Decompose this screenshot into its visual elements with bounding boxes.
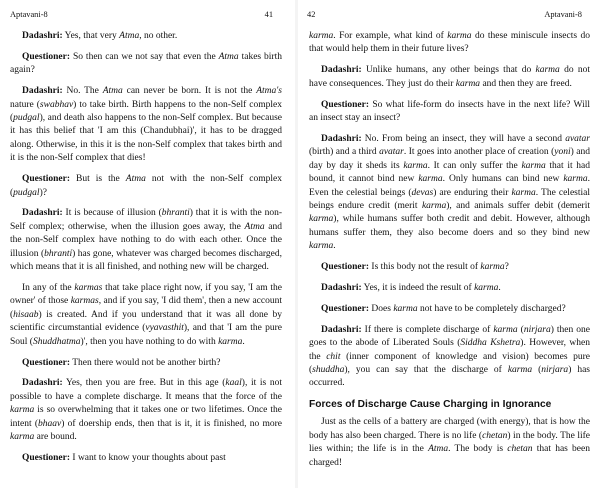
paragraph-text: ) that it is with the non-Self complex; otherwise, when the illusion goes away, the: [10, 208, 282, 232]
paragraph-text: Yes, it is indeed the result of: [361, 283, 475, 293]
paragraph-text: . Only humans can bind new: [442, 174, 564, 185]
italic-term: chetan: [482, 430, 508, 441]
paragraph-text: Just as the cells of a battery are charged (with energy), that is how the body has also been charged. There is no life (: [309, 417, 590, 441]
speaker-label: Dadashri:: [321, 324, 362, 335]
italic-term: karma: [511, 187, 536, 198]
italic-term: Shuddhatma: [32, 336, 81, 347]
paragraph-text: is so overwhelming that it takes one or two lifetimes. Once the intent (: [10, 405, 282, 429]
left-page: [0, 0, 285, 488]
italic-term: yoni: [554, 147, 571, 158]
paragraph-text: that take place right now, if you say, 'I am the owner' of those: [10, 283, 282, 307]
italic-term: karma: [447, 31, 472, 41]
paragraph-text: ) has gone, whatever was charged becomes discharged, which means that it is all finished, and nothing new will be charged.: [10, 248, 282, 273]
paragraph: [309, 30, 590, 57]
italic-term: karmas: [74, 283, 103, 293]
italic-term: Atma: [119, 31, 140, 41]
paragraph-text: that has been charged!: [309, 444, 590, 468]
italic-term: karma: [493, 324, 518, 335]
paragraph-text: (birth) and a third: [309, 147, 380, 158]
paragraph-text: It is because of illusion (: [62, 208, 162, 219]
italic-term: pudgal: [13, 113, 40, 124]
italic-term: avatar: [379, 147, 404, 158]
paragraph-text: , no other.: [139, 31, 178, 41]
italic-term: shuddha: [312, 365, 345, 376]
right-page: [307, 0, 592, 488]
paragraph-text: . Even the celestial beings (: [309, 174, 590, 198]
paragraph: [10, 377, 282, 444]
speaker-label: Questioner:: [22, 51, 71, 62]
paragraph-text: ?: [504, 262, 509, 273]
italic-term: karma: [393, 303, 418, 314]
paragraph-text: If there is complete discharge of: [361, 324, 494, 335]
paragraph-text: ) to take birth. Birth happens to the non-Self complex (: [10, 99, 282, 124]
paragraph: [10, 357, 282, 370]
italic-term: karma: [309, 31, 334, 41]
page-header: [307, 8, 592, 22]
speaker-label: Dadashri:: [22, 31, 63, 41]
paragraph-text: No. From being an insect, they will have a second: [361, 133, 566, 144]
paragraph-text: .: [498, 283, 501, 293]
paragraph-text: . It goes into another place of creation (: [403, 147, 555, 158]
paragraph-text: ) is created. And if you understand that it was all done by scientific circumstantial evidence (: [10, 309, 282, 334]
paragraph-text: ), and animals suffer debit (demerit: [446, 200, 590, 211]
italic-term: devas: [411, 187, 434, 198]
paragraph-text: . For example, what kind of: [333, 31, 448, 41]
paragraph: [309, 282, 590, 295]
paragraph-text: Then there would not be another birth?: [70, 357, 221, 368]
running-title: Aptavani-8: [10, 10, 48, 19]
paragraph-text: ), while humans suffer both credit and debit. However, although humans suffer them, they also become doers and so they bind new: [309, 214, 590, 238]
paragraph-text: ) and day by day it sheds its: [309, 147, 590, 171]
paragraph-text: do these miniscule insects do that would help them in their future lives?: [309, 31, 590, 55]
italic-term: chetan: [507, 444, 533, 455]
paragraph-text: takes birth again?: [10, 51, 282, 76]
italic-term: karma: [535, 65, 560, 76]
speaker-label: Dadashri:: [22, 208, 63, 219]
italic-term: karma: [309, 241, 334, 252]
paragraph-text: . The celestial beings endure credit (merit: [309, 187, 590, 211]
paragraph: [10, 173, 282, 200]
speaker-label: Dadashri:: [22, 86, 63, 97]
paragraph-text: ) in the body. The life lies within; the life is in the: [309, 430, 590, 455]
paragraph-text: ), it is not possible to have a complete discharge. It means that the force of the: [10, 378, 282, 402]
italic-term: bhaav: [38, 418, 62, 429]
italic-term: pudgal: [13, 187, 40, 198]
paragraph-text: So what life-form do insects have in the next life? Will an insect stay an insect?: [309, 99, 590, 124]
paragraph: [309, 99, 590, 126]
running-title: Aptavani-8: [544, 10, 582, 19]
paragraph-text: nature (: [10, 99, 40, 110]
paragraph-text: (inner component of knowledge and vision) becomes pure (: [309, 351, 591, 376]
paragraph-text: ) then one goes to the abode of Liberated Souls (: [309, 324, 591, 349]
italic-term: chit: [326, 351, 341, 362]
italic-term: karmas: [70, 296, 99, 307]
italic-term: swabhav: [39, 99, 74, 110]
italic-term: karma: [10, 405, 35, 416]
paragraph-text: not have to be completely discharged?: [417, 303, 566, 314]
paragraph: [10, 85, 282, 165]
italic-term: Atma: [428, 444, 449, 455]
paragraph: [309, 303, 590, 316]
italic-term: karma: [521, 160, 546, 171]
section-heading: Forces of Discharge Cause Charging in Ignorance: [309, 399, 552, 411]
italic-term: hisaab: [13, 309, 39, 320]
paragraph: [10, 452, 282, 465]
paragraph-text: In any of the: [22, 283, 75, 293]
paragraph: [309, 261, 590, 274]
paragraph: [309, 324, 590, 391]
italic-term: avatar: [565, 133, 590, 144]
paragraph-text: Unlike humans, any other beings that do: [361, 65, 536, 76]
paragraph-text: that it had bound, it cannot bind new: [309, 160, 590, 185]
italic-term: nirjara: [541, 365, 569, 376]
paragraph: [10, 51, 282, 78]
speaker-label: Questioner:: [22, 452, 71, 463]
paragraph-text: ), and death also happens to the non-Self complex. But because it has this belief that 'I am this (Chandubhai)', it has to be dragged along. Otherwise, in this it is the non-Self complex that takes birth and it is the non-Self complex that dies!: [10, 113, 282, 164]
italic-term: vyavasthit: [145, 323, 184, 334]
italic-term: kaal: [225, 378, 242, 389]
speaker-label: Dadashri:: [321, 283, 362, 293]
italic-term: karma: [421, 200, 447, 211]
paragraph-text: But is the: [70, 174, 126, 185]
italic-term: karma: [309, 214, 334, 225]
paragraph-text: Yes, that very: [62, 31, 120, 41]
paragraph-text: ), and that 'I am the pure Soul (: [10, 323, 282, 347]
italic-term: karma: [480, 262, 505, 273]
italic-term: karma: [507, 365, 533, 376]
paragraph-text: )', then you have nothing to do with: [80, 336, 219, 347]
paragraph-text: I want to know your thoughts about past: [70, 452, 226, 463]
speaker-label: Questioner:: [321, 99, 370, 110]
paragraph-text: not with the non-Self complex (: [10, 174, 282, 198]
italic-term: karma: [403, 160, 428, 171]
paragraph-text: )?: [39, 187, 47, 198]
speaker-label: Questioner:: [22, 174, 71, 185]
paragraph-text: ), you can say that the discharge of: [344, 365, 508, 376]
italic-term: Atma: [244, 221, 265, 232]
paragraph-text: do not have consequences. They just do their: [309, 65, 590, 89]
paragraph-text: ) has occurred.: [309, 365, 590, 389]
italic-term: Atma's: [256, 86, 282, 97]
paragraph-text: ) are enduring their: [433, 187, 512, 198]
italic-term: Atma: [102, 86, 123, 97]
paragraph-text: .: [242, 336, 245, 347]
paragraph-text: are bound.: [34, 432, 77, 443]
italic-term: Siddha Kshetra: [460, 338, 521, 349]
paragraph-text: ). However, when the: [309, 338, 591, 362]
paragraph-text: No. The: [62, 86, 103, 97]
speaker-label: Dadashri:: [22, 378, 63, 389]
spine-gutter: [295, 0, 298, 488]
speaker-label: Questioner:: [321, 262, 370, 273]
paragraph-text: ) of doership ends, then that is it, it is finished, no more: [61, 418, 282, 429]
paragraph: [309, 416, 590, 470]
italic-term: nirjara: [523, 324, 551, 335]
page-header: [0, 8, 285, 22]
italic-term: karma: [418, 174, 443, 185]
paragraph: [10, 282, 282, 349]
italic-term: bhranti: [161, 208, 190, 219]
paragraph: [309, 64, 590, 91]
page-number: 41: [264, 10, 273, 19]
paragraph-text: . The body is: [448, 444, 508, 455]
paragraph-text: . It can only suffer the: [427, 160, 522, 171]
italic-term: bhranti: [44, 248, 73, 259]
text-column: [10, 30, 282, 465]
paragraph: [10, 207, 282, 274]
paragraph-text: Yes, then you are free. But in this age (: [62, 378, 226, 389]
paragraph-text: Does: [369, 303, 394, 314]
paragraph-text: Is this body not the result of: [369, 262, 481, 273]
italic-term: karma: [455, 78, 481, 89]
italic-term: karma: [218, 336, 243, 347]
paragraph-text: .: [333, 241, 336, 252]
italic-term: karma: [474, 283, 499, 293]
paragraph-text: and then they are freed.: [480, 78, 572, 89]
paragraph-text: (: [517, 324, 524, 335]
speaker-label: Dadashri:: [321, 65, 362, 76]
paragraph-text: and the non-Self complex have nothing to do with each other. Once the illusion (: [10, 221, 282, 259]
italic-term: Atma: [125, 174, 146, 185]
italic-term: Atma: [218, 51, 239, 62]
speaker-label: Dadashri:: [321, 133, 362, 144]
page-number: 42: [307, 10, 316, 19]
italic-term: karma: [10, 432, 35, 443]
paragraph-text: (: [532, 365, 542, 376]
paragraph-text: , and if you say, 'I did them', then a new account (: [10, 296, 282, 320]
paragraph-text: can never be born. It is not the: [122, 86, 257, 97]
paragraph: [10, 30, 282, 43]
speaker-label: Questioner:: [22, 357, 71, 368]
text-column: [309, 30, 590, 470]
paragraph: [309, 133, 590, 254]
italic-term: karma: [563, 174, 588, 185]
paragraph-text: So then can we not say that even the: [70, 51, 219, 62]
speaker-label: Questioner:: [321, 303, 370, 314]
